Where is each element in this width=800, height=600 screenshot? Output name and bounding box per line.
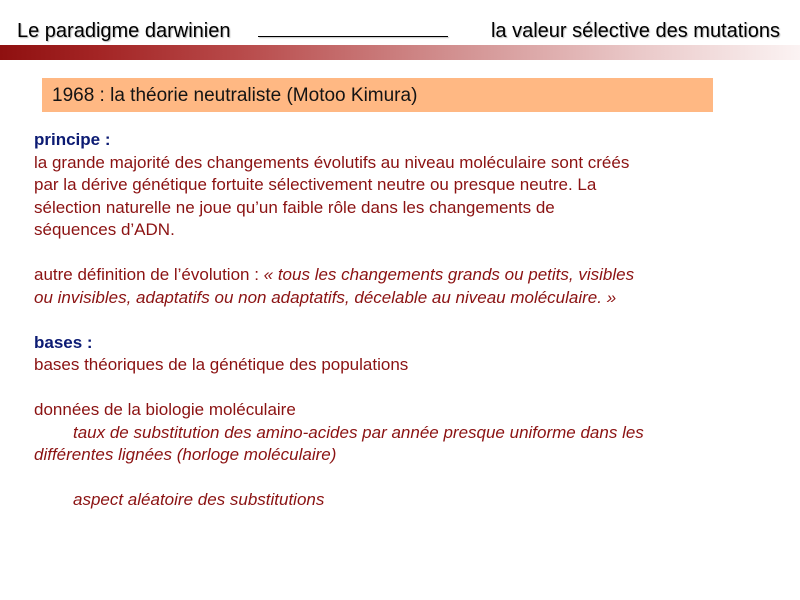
- definition-line: [34, 264, 774, 287]
- bases-item: données de la biologie moléculaire: [34, 400, 296, 419]
- slide-header: [0, 0, 800, 62]
- header-title-left: Le paradigme darwinien: [17, 20, 231, 42]
- principe-line: la grande majorité des changements évolutifs au niveau moléculaire sont créés: [34, 152, 630, 172]
- bases-heading: bases :: [34, 332, 93, 352]
- definition-prefix: autre définition de l’évolution :: [34, 265, 264, 284]
- header-divider-line: [258, 36, 448, 37]
- bases-subitem-continued: différentes lignées (horloge moléculaire): [34, 445, 337, 464]
- principe-line: sélection naturelle ne joue qu’un faible rôle dans les changements de: [34, 197, 555, 217]
- principe-line: séquences d’ADN.: [34, 220, 175, 239]
- header-title-right: la valeur sélective des mutations: [490, 20, 780, 42]
- definition-quote-start: « tous les changements grands ou petits, visibles: [263, 265, 635, 284]
- principe-heading: principe :: [34, 130, 111, 149]
- bases-subitem: aspect aléatoire des substitutions: [73, 490, 325, 509]
- bases-subitem: taux de substitution des amino-acides par année presque uniforme dans les: [73, 422, 644, 442]
- bases-item: bases théoriques de la génétique des populations: [34, 355, 409, 374]
- spacer: [34, 242, 774, 265]
- header-gradient-band: [0, 45, 800, 60]
- spacer: [34, 309, 774, 332]
- spacer: [34, 377, 774, 400]
- definition-quote-end: ou invisibles, adaptatifs ou non adaptatifs, décelable au niveau moléculaire. »: [34, 287, 617, 307]
- subtitle-text: 1968 : la théorie neutraliste (Motoo Kimura): [52, 85, 418, 106]
- spacer: [34, 467, 774, 490]
- slide-body: [34, 129, 774, 512]
- subtitle-box: [42, 78, 713, 112]
- principe-line: par la dérive génétique fortuite sélectivement neutre ou presque neutre. La: [34, 175, 597, 194]
